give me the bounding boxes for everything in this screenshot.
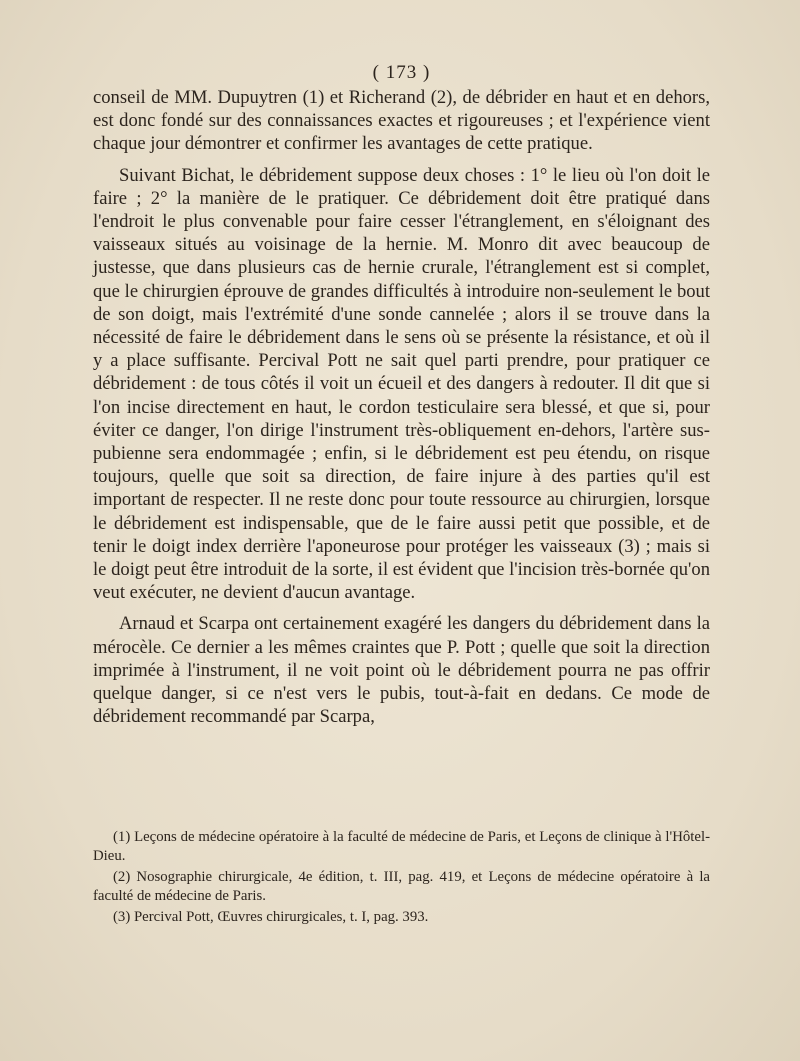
paragraph-3: Arnaud et Scarpa ont certainement exagéré les dangers du débridement dans la mérocèle. Ce dernier a les mêmes craintes que P. Pott ; quelle que soit la direction imprimée à l'instrument, il ne voit point où le débridement pourra ne pas offrir quelque danger, si ce n'est vers le pubis, tout-à-fait en dedans. Ce mode de débridement recommandé par Scarpa, [93, 613, 710, 728]
footnote-1: (1) Leçons de médecine opératoire à la faculté de médecine de Paris, et Leçons de clinique à l'Hôtel-Dieu. [93, 829, 710, 864]
paragraph-2: Suivant Bichat, le débridement suppose deux choses : 1° le lieu où l'on doit le faire ; 2° la manière de le pratiquer. Ce débridement doit être pratiqué dans l'endroit le plus convenable pour faire cesser l'étranglement, en s'éloignant des vaisseaux situés au voisinage de la hernie. M. Monro dit avec beaucoup de justesse, que dans plusieurs cas de hernie crurale, l'étranglement est si complet, que le chirurgien éprouve de grandes difficultés à introduire non-seulement le bout de son doigt, mais l'extrémité d'une sonde cannelée ; alors il se trouve dans la nécessité de faire le débridement dans le sens où se présente la résistance, et où il y a place suffisante. Percival Pott ne sait quel parti prendre, pour pratiquer ce débridement : de tous côtés il voit un écueil et des dangers à redouter. Il dit que si l'on incise directement en haut, le cordon testiculaire sera blessé, et que si, pour éviter ce danger, l'on dirige l'instrument très-obliquement en-dehors, l'artère sus-pubienne sera endommagée ; enfin, si le débridement est peu étendu, on risque toujours, quelle que soit sa direction, de faire injure à des parties qu'il est important de respecter. Il ne reste donc pour toute ressource au chirurgien, lorsque le débridement est indispensable, que de le faire aussi petit que possible, et de tenir le doigt index derrière l'aponeurose pour protéger les vaisseaux (3) ; mais si le doigt peut être introduit de la sorte, il est évident que l'incision très-bornée qu'on veut exécuter, ne devient d'aucun avantage. [93, 164, 710, 604]
footnote-3: (3) Percival Pott, Œuvres chirurgicales, t. I, pag. 393. [113, 909, 429, 926]
footnote-2: (2) Nosographie chirurgicale, 4e édition, t. III, pag. 419, et Leçons de médecine opératoire à la faculté de médecine de Paris. [93, 869, 710, 904]
footnotes [93, 828, 710, 927]
paragraph-1: conseil de MM. Dupuytren (1) et Richerand (2), de débrider en haut et en dehors, est donc fondé sur des connaissances exactes et rigoureuses ; et l'expérience vient chaque jour démontrer et confirmer les avantages de cette pratique. [93, 87, 710, 155]
page-number: ( 173 ) [372, 62, 431, 83]
page [93, 62, 710, 728]
body-text [93, 86, 710, 728]
